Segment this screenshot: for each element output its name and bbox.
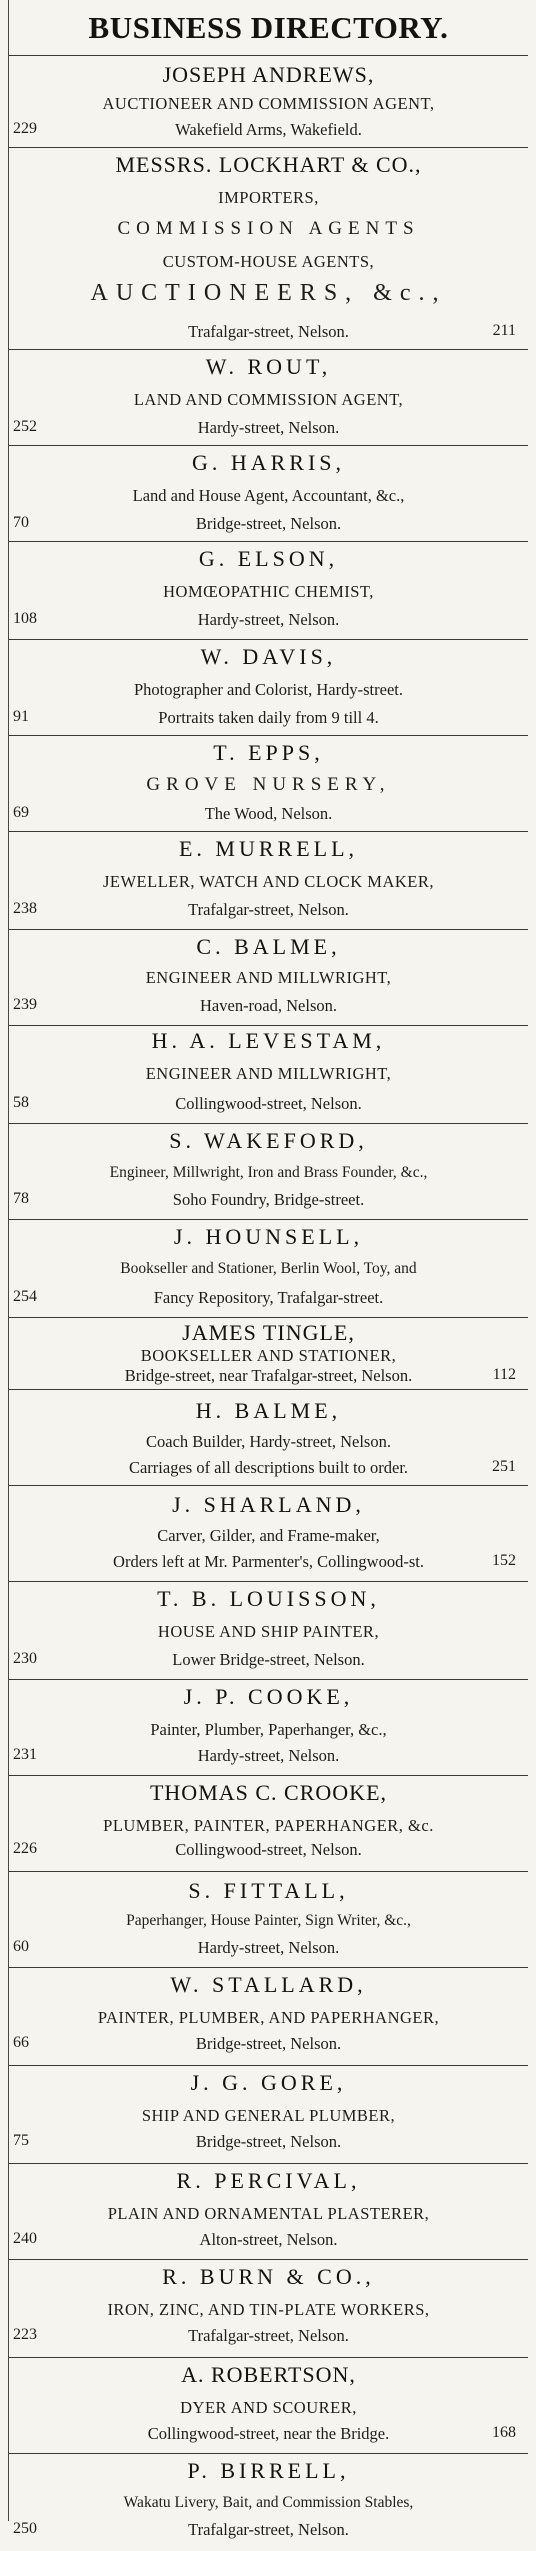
advertisement-number: 152	[492, 1552, 516, 1569]
business-description: PAINTER, PLUMBER, AND PAPERHANGER,	[97, 2008, 440, 2027]
directory-entry	[9, 930, 528, 1026]
business-name: JAMES TINGLE,	[182, 1320, 355, 1345]
business-description: SHIP AND GENERAL PLUMBER,	[141, 2106, 396, 2125]
business-address: The Wood, Nelson.	[204, 804, 333, 823]
advertisement-number: 231	[13, 1746, 37, 1763]
business-description: Land and House Agent, Accountant, &c.,	[132, 486, 405, 505]
business-description: Bookseller and Stationer, Berlin Wool, Toy, and	[120, 1260, 417, 1277]
directory-entry	[9, 1776, 528, 1872]
business-name: JOSEPH ANDREWS,	[162, 62, 375, 87]
business-description: HOMŒOPATHIC CHEMIST,	[163, 582, 374, 601]
business-description: Coach Builder, Hardy-street, Nelson.	[146, 1432, 391, 1451]
business-address: Soho Foundry, Bridge-street.	[172, 1190, 365, 1209]
advertisement-number: 240	[13, 2230, 37, 2247]
directory-entry	[9, 736, 528, 832]
advertisement-number: 60	[13, 1938, 29, 1955]
directory-entry	[9, 1680, 528, 1776]
business-name: R. BURN & CO.,	[162, 2264, 375, 2289]
business-description: PLUMBER, PAINTER, PAPERHANGER, &c.	[103, 1816, 434, 1835]
business-name: J. P. COOKE,	[183, 1684, 354, 1709]
business-address: Bridge-street, Nelson.	[195, 514, 342, 533]
business-address: Trafalgar-street, Nelson.	[188, 900, 349, 919]
advertisement-number: 211	[492, 322, 516, 339]
advertisement-number: 70	[13, 514, 29, 531]
directory-entry	[9, 1390, 528, 1486]
business-address: Wakefield Arms, Wakefield.	[175, 120, 362, 139]
directory-entry	[9, 2358, 528, 2454]
business-description: Wakatu Livery, Bait, and Commission Stables,	[123, 2494, 414, 2511]
business-name: S. WAKEFORD,	[169, 1128, 368, 1153]
business-description: CUSTOM-HOUSE AGENTS,	[162, 252, 375, 271]
directory-entry	[9, 1968, 528, 2066]
business-name: A. ROBERTSON,	[181, 2362, 356, 2387]
advertisement-number: 168	[492, 2424, 516, 2441]
business-name: H. A. LEVESTAM,	[151, 1028, 386, 1053]
business-description: Engineer, Millwright, Iron and Brass Founder, &c.,	[109, 1164, 428, 1181]
directory-entry	[9, 1318, 528, 1390]
business-address: Hardy-street, Nelson.	[197, 1746, 340, 1765]
directory-entry	[9, 832, 528, 930]
business-description: LAND AND COMMISSION AGENT,	[133, 390, 404, 409]
business-directory-page	[8, 0, 528, 2539]
business-address: Alton-street, Nelson.	[199, 2230, 338, 2249]
business-name: W. ROUT,	[205, 354, 332, 379]
directory-entry	[9, 1220, 528, 1318]
business-description: HOUSE AND SHIP PAINTER,	[157, 1622, 380, 1641]
advertisement-number: 112	[492, 1366, 516, 1383]
advertisement-number: 230	[13, 1650, 37, 1667]
advertisement-number: 238	[13, 900, 37, 917]
business-description: Paperhanger, House Painter, Sign Writer, &c.,	[126, 1912, 411, 1929]
directory-entry	[9, 148, 528, 350]
business-name: H. BALME,	[195, 1398, 342, 1423]
business-address: Fancy Repository, Trafalgar-street.	[153, 1288, 384, 1307]
advertisement-number: 108	[13, 610, 37, 627]
business-address: Collingwood-street, near the Bridge.	[147, 2424, 390, 2443]
business-description: PLAIN AND ORNAMENTAL PLASTERER,	[107, 2204, 430, 2223]
business-address: Bridge-street, Nelson.	[195, 2132, 342, 2151]
business-address: Collingwood-street, Nelson.	[175, 1094, 362, 1113]
advertisement-number: 252	[13, 418, 37, 435]
directory-entry	[9, 2164, 528, 2260]
business-name: J. G. GORE,	[190, 2070, 347, 2095]
directory-entry	[9, 1486, 528, 1582]
business-description: COMMISSION AGENTS	[117, 218, 420, 239]
advertisement-number: 223	[13, 2326, 37, 2343]
business-name: G. ELSON,	[198, 546, 339, 571]
directory-entry	[9, 2066, 528, 2164]
business-name: T. EPPS,	[213, 740, 324, 765]
business-name: R. PERCIVAL,	[176, 2168, 361, 2193]
business-address: Collingwood-street, Nelson.	[175, 1840, 362, 1859]
business-description: IRON, ZINC, AND TIN-PLATE WORKERS,	[107, 2300, 430, 2319]
directory-heading: BUSINESS DIRECTORY.	[9, 0, 528, 56]
business-name: MESSRS. LOCKHART & CO.,	[115, 152, 422, 177]
business-description: AUCTIONEER AND COMMISSION AGENT,	[102, 94, 435, 113]
advertisement-number: 229	[13, 120, 37, 137]
business-address: Trafalgar-street, Nelson.	[188, 2326, 349, 2345]
business-description: Carver, Gilder, and Frame-maker,	[157, 1526, 380, 1545]
business-address: Hardy-street, Nelson.	[197, 1938, 340, 1957]
business-name: J. SHARLAND,	[172, 1492, 365, 1517]
business-description: DYER AND SCOURER,	[180, 2398, 357, 2417]
business-address: Orders left at Mr. Parmenter's, Collingwood-st.	[113, 1552, 424, 1571]
business-name: W. DAVIS,	[200, 644, 337, 669]
business-description: GROVE NURSERY,	[146, 774, 391, 795]
directory-entry	[9, 1582, 528, 1680]
business-name: T. B. LOUISSON,	[157, 1586, 380, 1611]
business-description: IMPORTERS,	[218, 188, 319, 207]
business-description: ENGINEER AND MILLWRIGHT,	[145, 968, 392, 987]
directory-entry	[9, 56, 528, 148]
business-description: JEWELLER, WATCH AND CLOCK MAKER,	[102, 872, 435, 891]
business-address: Haven-road, Nelson.	[200, 996, 337, 1015]
advertisement-number: 251	[492, 1458, 516, 1475]
advertisement-number: 75	[13, 2132, 29, 2149]
business-name: G. HARRIS,	[191, 450, 346, 475]
business-address: Portraits taken daily from 9 till 4.	[158, 708, 379, 727]
business-description: Painter, Plumber, Paperhanger, &c.,	[150, 1720, 387, 1739]
business-description: AUCTIONEERS, &c.,	[90, 280, 447, 306]
business-address: Hardy-street, Nelson.	[197, 610, 340, 629]
business-address: Carriages of all descriptions built to order.	[128, 1458, 409, 1477]
directory-entry	[9, 350, 528, 446]
directory-entry	[9, 1026, 528, 1124]
directory-entry	[9, 1872, 528, 1968]
business-address: Bridge-street, Nelson.	[195, 2034, 342, 2053]
business-description: ENGINEER AND MILLWRIGHT,	[145, 1064, 392, 1083]
directory-entry	[9, 640, 528, 736]
advertisement-number: 91	[13, 708, 29, 725]
business-address: Bridge-street, near Trafalgar-street, Nelson.	[124, 1366, 413, 1385]
business-address: Trafalgar-street, Nelson.	[188, 322, 349, 341]
business-name: C. BALME,	[196, 934, 341, 959]
advertisement-number: 58	[13, 1094, 29, 1111]
advertisement-number: 239	[13, 996, 37, 1013]
business-name: S. FITTALL,	[188, 1878, 349, 1903]
business-address: Trafalgar-street, Nelson.	[188, 2520, 349, 2539]
business-name: J. HOUNSELL,	[173, 1224, 364, 1249]
business-name: E. MURRELL,	[178, 836, 359, 861]
business-name: W. STALLARD,	[170, 1972, 367, 1997]
advertisement-number: 66	[13, 2034, 29, 2051]
directory-entry	[9, 542, 528, 640]
directory-entry	[9, 2260, 528, 2358]
business-address: Hardy-street, Nelson.	[197, 418, 340, 437]
directory-entries	[9, 56, 528, 2551]
advertisement-number: 254	[13, 1288, 37, 1305]
advertisement-number: 226	[13, 1840, 37, 1857]
business-description: Photographer and Colorist, Hardy-street.	[134, 680, 403, 699]
directory-entry	[9, 446, 528, 542]
business-description: BOOKSELLER AND STATIONER,	[140, 1346, 397, 1365]
advertisement-number: 69	[13, 804, 29, 821]
business-name: P. BIRRELL,	[187, 2458, 350, 2483]
advertisement-number: 78	[13, 1190, 29, 1207]
business-name: THOMAS C. CROOKE,	[149, 1780, 388, 1805]
advertisement-number: 250	[13, 2520, 37, 2537]
directory-entry	[9, 2454, 528, 2551]
business-address: Lower Bridge-street, Nelson.	[172, 1650, 365, 1669]
directory-entry	[9, 1124, 528, 1220]
